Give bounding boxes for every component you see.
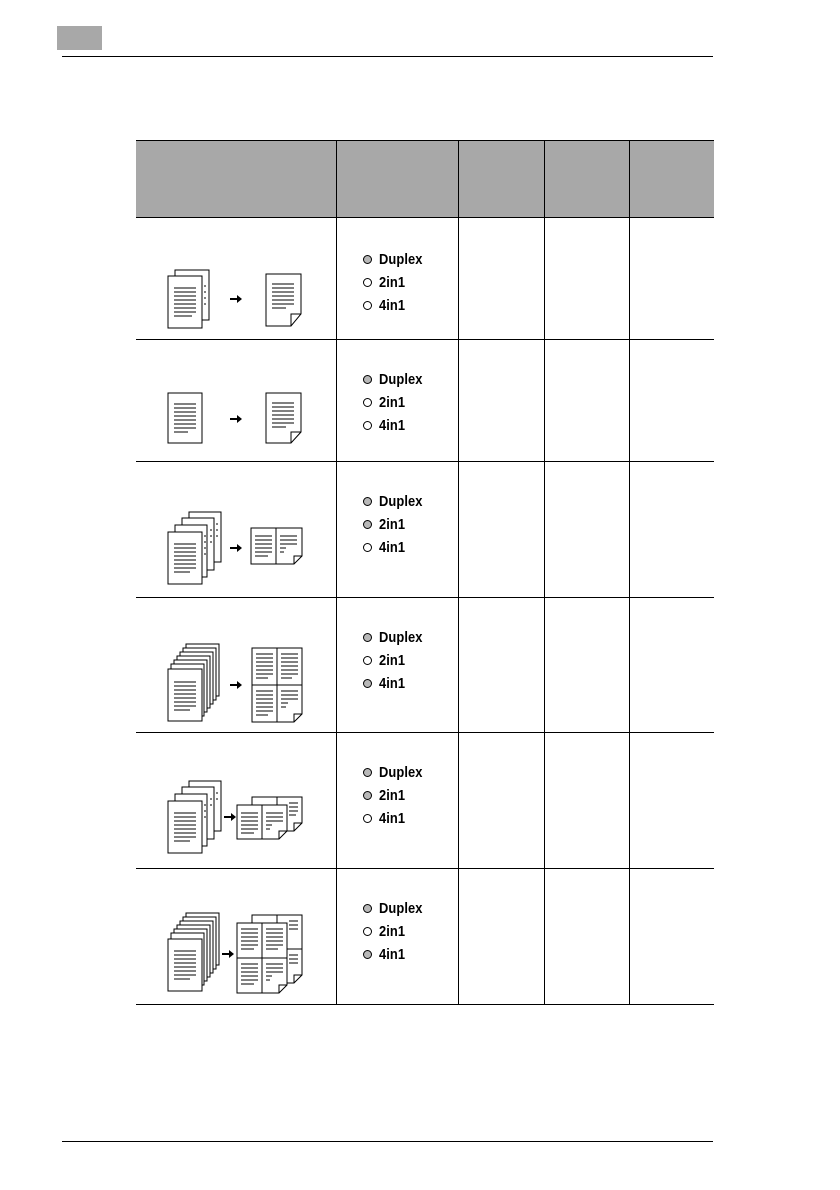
unselected-indicator-icon [363,927,372,936]
selected-indicator-icon [363,633,372,642]
empty-cell [459,869,545,1004]
settings-cell [337,598,459,732]
option-2in1: 2in1 [363,784,430,807]
unselected-indicator-icon [363,398,372,407]
option-duplex: Duplex [363,490,430,513]
illustration-cell [136,218,337,339]
option-duplex: Duplex [363,897,430,920]
empty-cell [545,218,630,339]
mode-options [363,490,430,559]
originals-to-2in1-duplex-icon [136,462,336,597]
unselected-indicator-icon [363,421,372,430]
option-duplex: Duplex [363,248,430,271]
illustration-cell [136,733,337,868]
header-cell-5 [630,141,714,217]
table-header [136,141,714,218]
table-row [136,340,714,462]
unselected-indicator-icon [363,543,372,552]
single-page-to-single-page-icon [136,340,336,461]
mode-options [363,626,430,695]
option-2in1: 2in1 [363,649,430,672]
option-2in1: 2in1 [363,920,430,943]
settings-cell [337,733,459,868]
illustration-cell [136,598,337,732]
option-4in1: 4in1 [363,807,430,830]
empty-cell [459,462,545,597]
empty-cell [459,733,545,868]
empty-cell [459,598,545,732]
selected-indicator-icon [363,375,372,384]
option-4in1: 4in1 [363,414,430,437]
header-cell-settings [337,141,459,217]
option-4in1: 4in1 [363,672,430,695]
empty-cell [630,340,714,461]
selected-indicator-icon [363,791,372,800]
settings-cell [337,340,459,461]
option-2in1: 2in1 [363,391,430,414]
illustration-cell [136,340,337,461]
unselected-indicator-icon [363,278,372,287]
selected-indicator-icon [363,768,372,777]
empty-cell [459,218,545,339]
unselected-indicator-icon [363,814,372,823]
table-row [136,598,714,733]
chapter-tab [57,26,102,50]
option-duplex: Duplex [363,761,430,784]
header-cell-4 [545,141,630,217]
table-row [136,218,714,340]
selected-indicator-icon [363,520,372,529]
empty-cell [545,869,630,1004]
illustration-cell [136,869,337,1004]
option-duplex: Duplex [363,626,430,649]
copy-mode-table [136,140,714,1005]
option-duplex: Duplex [363,368,430,391]
selected-indicator-icon [363,497,372,506]
option-2in1: 2in1 [363,271,430,294]
table-row [136,733,714,869]
originals-to-4in1-duplex-icon [136,598,336,732]
option-4in1: 4in1 [363,943,430,966]
settings-cell [337,218,459,339]
empty-cell [545,598,630,732]
two-sided-original-to-single-page-icon [136,218,336,339]
table-row [136,869,714,1005]
empty-cell [630,598,714,732]
originals-to-2in1-double-sided-icon [136,733,336,868]
selected-indicator-icon [363,950,372,959]
settings-cell [337,462,459,597]
header-cell-original-copy [136,141,337,217]
empty-cell [545,733,630,868]
settings-cell [337,869,459,1004]
mode-options [363,248,430,317]
empty-cell [630,869,714,1004]
empty-cell [545,340,630,461]
mode-options [363,761,430,830]
selected-indicator-icon [363,904,372,913]
option-4in1: 4in1 [363,536,430,559]
option-2in1: 2in1 [363,513,430,536]
unselected-indicator-icon [363,301,372,310]
header-cell-3 [459,141,545,217]
empty-cell [630,218,714,339]
selected-indicator-icon [363,679,372,688]
selected-indicator-icon [363,255,372,264]
originals-to-4in1-double-sided-icon [136,869,336,1004]
unselected-indicator-icon [363,656,372,665]
option-4in1: 4in1 [363,294,430,317]
footer-rule [62,1141,713,1142]
mode-options [363,368,430,437]
empty-cell [630,462,714,597]
empty-cell [545,462,630,597]
empty-cell [459,340,545,461]
mode-options [363,897,430,966]
table-row [136,462,714,598]
header-rule [62,56,713,57]
illustration-cell [136,462,337,597]
empty-cell [630,733,714,868]
